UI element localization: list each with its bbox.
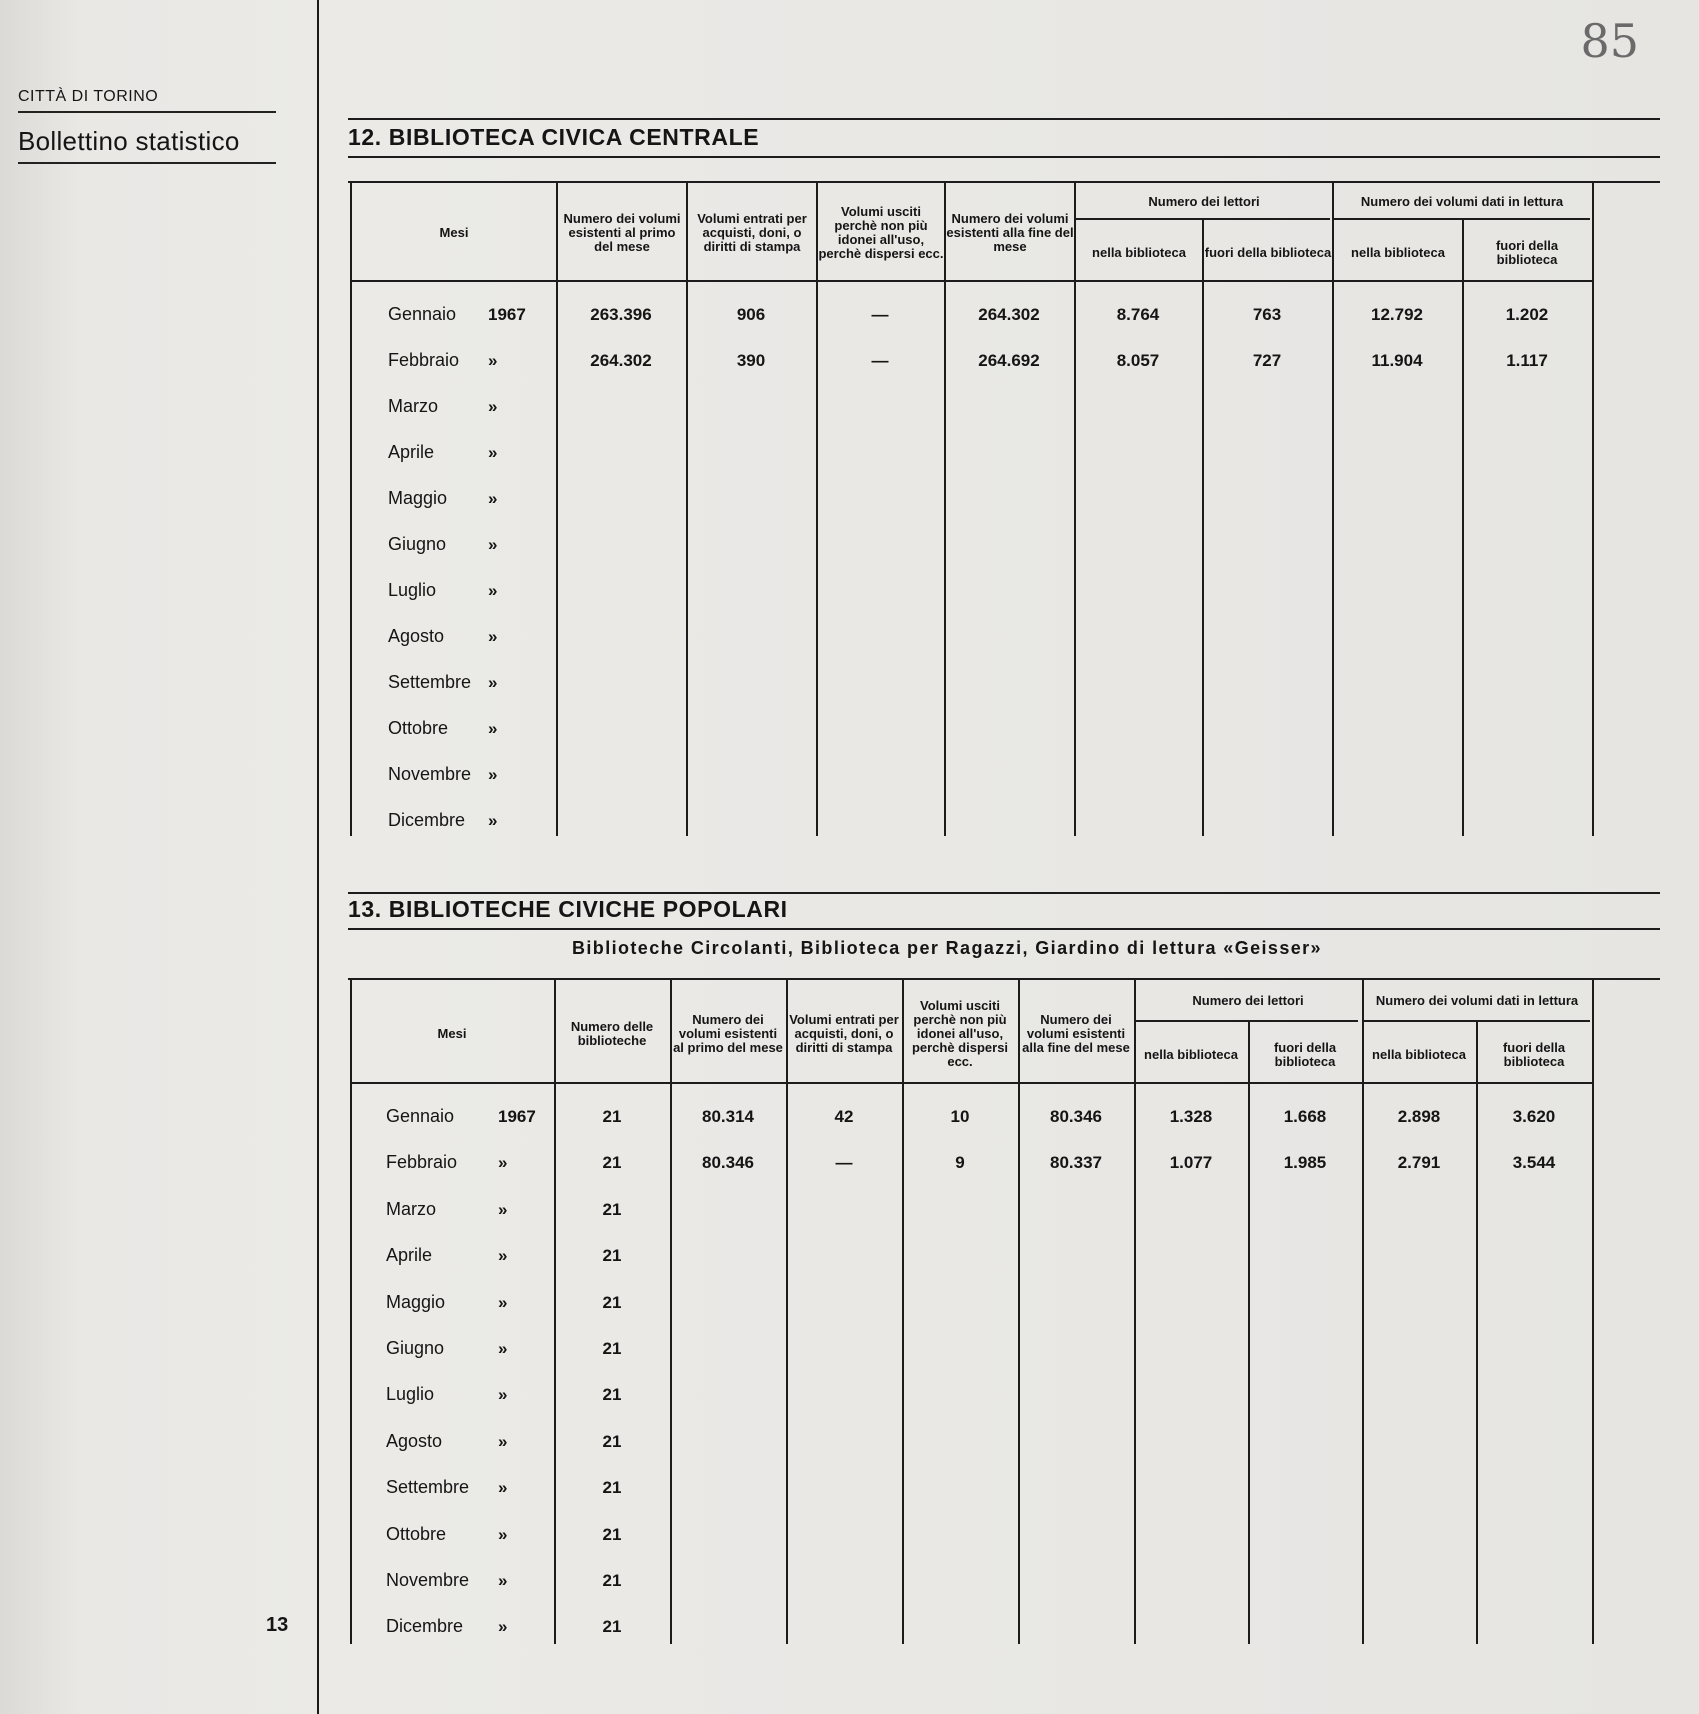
t13-column-rule (1018, 980, 1020, 1644)
t12-month-label: Ottobre (388, 718, 449, 738)
t13-header-lettori-nella: nella biblioteca (1144, 1047, 1238, 1062)
t13-header-vol-entrati: Volumi entrati per acquisti, doni, o diritti di stampa (789, 1012, 899, 1055)
t13-year-label: » (498, 1385, 508, 1404)
t12-month-label: Novembre (388, 764, 472, 784)
t12-year-label: » (488, 535, 498, 554)
t13-header-vol-usciti: Volumi usciti perchè non più idonei all'uso, perchè dispersi ecc. (911, 998, 1009, 1069)
t13-data-cell: 2.791 (1397, 1153, 1441, 1172)
t13-month-label: Gennaio (386, 1106, 455, 1126)
t13-data-cell: 80.314 (702, 1107, 754, 1126)
t13-header-num-biblioteche: Numero delle biblioteche (570, 1019, 654, 1048)
city-label: CITTÀ DI TORINO (18, 88, 159, 105)
t12-data-cell: 1.117 (1506, 351, 1548, 370)
t13-header-lettori: Numero dei lettori (1192, 993, 1304, 1008)
t12-month-label: Dicembre (388, 810, 466, 830)
t13-year-label: » (498, 1478, 508, 1497)
t13-month-label: Settembre (386, 1477, 470, 1497)
t12-header-lettori-nella: nella biblioteca (1092, 245, 1186, 260)
t13-month-label: Novembre (386, 1570, 470, 1590)
t12-month-label: Giugno (388, 534, 447, 554)
t12-data-cell: 727 (1252, 351, 1282, 370)
t13-data-cell: 80.346 (702, 1153, 754, 1172)
t13-group-rule-lettura (1364, 1020, 1590, 1022)
section13-top-rule (348, 892, 1660, 894)
t13-data-cell: 21 (602, 1293, 622, 1312)
t13-year-label: » (498, 1200, 508, 1219)
t13-group-rule-lettori (1136, 1020, 1358, 1022)
t13-data-cell: 3.544 (1512, 1153, 1556, 1172)
t13-data-cell: 1.668 (1283, 1107, 1327, 1126)
t13-data-cell: 80.337 (1050, 1153, 1102, 1172)
t13-data-cell: 9 (955, 1153, 965, 1172)
section13-title-rule (348, 928, 1660, 930)
t13-data-cell: 21 (602, 1385, 622, 1404)
t12-year-label: » (488, 443, 498, 462)
t12-header-mesi: Mesi (439, 225, 469, 240)
t13-data-cell: 21 (602, 1107, 622, 1126)
sidebar-divider (317, 0, 319, 1714)
t13-data-cell: 21 (602, 1525, 622, 1544)
t12-data-cell: 1.202 (1505, 305, 1549, 324)
t12-month-label: Aprile (388, 442, 435, 462)
t13-month-label: Agosto (386, 1431, 443, 1451)
t13-data-cell: 21 (602, 1339, 622, 1358)
t12-month-label: Maggio (388, 488, 448, 508)
t12-header-vol-entrati: Volumi entrati per acquisti, doni, o diritti di stampa (697, 211, 807, 254)
t12-data-cell: 8.764 (1116, 305, 1160, 324)
handwritten-page-number: 85 (1580, 14, 1639, 68)
t13-month-label: Luglio (386, 1384, 435, 1404)
bulletin-title: Bollettino statistico (18, 126, 240, 156)
t12-year-label: » (488, 351, 498, 370)
t12-data-cell: 264.692 (978, 351, 1040, 370)
t12-year-label: » (488, 397, 498, 416)
t12-month-label: Febbraio (388, 350, 460, 370)
t12-group-rule-lettori (1076, 218, 1330, 220)
t13-data-cell: 3.620 (1512, 1107, 1556, 1126)
section13-title: 13. BIBLIOTECHE CIVICHE POPOLARI (348, 896, 788, 922)
t13-year-label: 1967 (498, 1107, 536, 1126)
t13-month-label: Maggio (386, 1292, 446, 1312)
t13-column-rule (786, 980, 788, 1644)
t13-data-cell: 21 (602, 1478, 622, 1497)
bulletin-rule (18, 162, 276, 164)
t12-month-label: Agosto (388, 626, 445, 646)
t13-month-label: Ottobre (386, 1524, 447, 1544)
t13-year-label: » (498, 1339, 508, 1358)
t13-header-vol-fine: Numero dei volumi esistenti alla fine del mese (1022, 1012, 1130, 1055)
section12-title: 12. BIBLIOTECA CIVICA CENTRALE (348, 124, 760, 150)
t13-month-label: Febbraio (386, 1152, 458, 1172)
t13-data-cell: 21 (602, 1246, 622, 1265)
t13-data-cell: 1.328 (1169, 1107, 1213, 1126)
t12-year-label: » (488, 673, 498, 692)
t13-month-label: Aprile (386, 1245, 433, 1265)
t13-data-cell: 21 (602, 1200, 622, 1219)
t12-month-label: Settembre (388, 672, 472, 692)
t12-data-cell: 11.904 (1371, 351, 1423, 370)
t13-data-cell: — (835, 1153, 853, 1172)
section12-title-rule (348, 156, 1660, 158)
t13-header-mesi: Mesi (437, 1026, 467, 1041)
t12-data-cell: 263.396 (590, 305, 652, 324)
t12-year-label: 1967 (488, 305, 526, 324)
t13-data-cell: 21 (602, 1432, 622, 1451)
t12-header-vol-inizio: Numero dei volumi esistenti al primo del mese (563, 211, 681, 254)
t13-header-lettura-fuori: fuori della biblioteca (1502, 1040, 1566, 1069)
t13-column-rule (1592, 980, 1594, 1644)
t13-year-label: » (498, 1525, 508, 1544)
t13-month-label: Giugno (386, 1338, 445, 1358)
t13-data-cell: 80.346 (1050, 1107, 1102, 1126)
t12-header-lettori: Numero dei lettori (1148, 194, 1260, 209)
t13-data-cell: 2.898 (1397, 1107, 1441, 1126)
t13-data-cell: 1.985 (1283, 1153, 1327, 1172)
t12-header-vol-usciti: Volumi usciti perchè non più idonei all'uso, perchè dispersi ecc. (818, 204, 944, 261)
t13-header-bottom-rule (350, 1082, 1594, 1084)
t13-header-vol-inizio: Numero dei volumi esistenti al primo del mese (673, 1012, 783, 1055)
sheet-number: 13 (266, 1614, 289, 1636)
t13-column-rule (1362, 980, 1364, 1644)
t12-year-label: » (488, 627, 498, 646)
t12-data-cell: 906 (736, 305, 766, 324)
t12-year-label: » (488, 765, 498, 784)
t13-header-lettori-fuori: fuori della biblioteca (1273, 1040, 1337, 1069)
t13-year-label: » (498, 1153, 508, 1172)
t12-header-lettori-fuori: fuori della biblioteca (1204, 245, 1332, 260)
t12-data-cell: 264.302 (590, 351, 652, 370)
t13-column-rule (670, 980, 672, 1644)
t13-month-label: Dicembre (386, 1616, 464, 1636)
t12-data-cell: 264.302 (978, 305, 1040, 324)
t12-data-cell: — (871, 351, 889, 370)
t12-year-label: » (488, 811, 498, 830)
t12-group-rule-lettura (1334, 218, 1590, 220)
t13-column-rule (1134, 980, 1136, 1644)
t13-data-cell: 42 (834, 1107, 854, 1126)
t13-column-rule (350, 980, 352, 1644)
t12-header-volumi-lettura: Numero dei volumi dati in lettura (1360, 194, 1564, 209)
t13-year-label: » (498, 1432, 508, 1451)
t12-year-label: » (488, 581, 498, 600)
section12-top-rule (348, 118, 1660, 120)
t13-data-cell: 21 (602, 1571, 622, 1590)
t13-data-cell: 21 (602, 1153, 622, 1172)
t12-header-lettura-nella: nella biblioteca (1351, 245, 1445, 260)
t13-header-lettura-nella: nella biblioteca (1372, 1047, 1466, 1062)
t13-year-label: » (498, 1246, 508, 1265)
t12-data-cell: 12.792 (1371, 305, 1423, 324)
section12-table-top-rule (348, 181, 1660, 183)
t12-header-vol-fine: Numero dei volumi esistenti alla fine del mese (946, 211, 1074, 254)
t12-year-label: » (488, 719, 498, 738)
t12-month-label: Marzo (388, 396, 439, 416)
t12-month-label: Luglio (388, 580, 437, 600)
section13-table-top-rule (348, 978, 1660, 980)
t12-data-cell: 8.057 (1116, 351, 1160, 370)
t12-header-bottom-rule (350, 280, 1594, 282)
t12-data-cell: — (871, 305, 889, 324)
t13-data-cell: 1.077 (1169, 1153, 1213, 1172)
t13-year-label: » (498, 1293, 508, 1312)
t13-data-cell: 21 (602, 1617, 622, 1636)
t13-year-label: » (498, 1571, 508, 1590)
t12-data-cell: 763 (1252, 305, 1282, 324)
t12-month-label: Gennaio (388, 304, 457, 324)
t13-data-cell: 10 (950, 1107, 970, 1126)
t12-header-lettura-fuori: fuori della biblioteca (1495, 238, 1559, 267)
t13-month-label: Marzo (386, 1199, 437, 1219)
t13-column-rule (902, 980, 904, 1644)
t12-data-cell: 390 (736, 351, 766, 370)
section13-subtitle: Biblioteche Circolanti, Biblioteca per Ragazzi, Giardino di lettura «Geisser» (572, 938, 1322, 958)
t12-year-label: » (488, 489, 498, 508)
t13-header-volumi-lettura: Numero dei volumi dati in lettura (1375, 993, 1579, 1008)
t13-year-label: » (498, 1617, 508, 1636)
city-rule (18, 111, 276, 113)
